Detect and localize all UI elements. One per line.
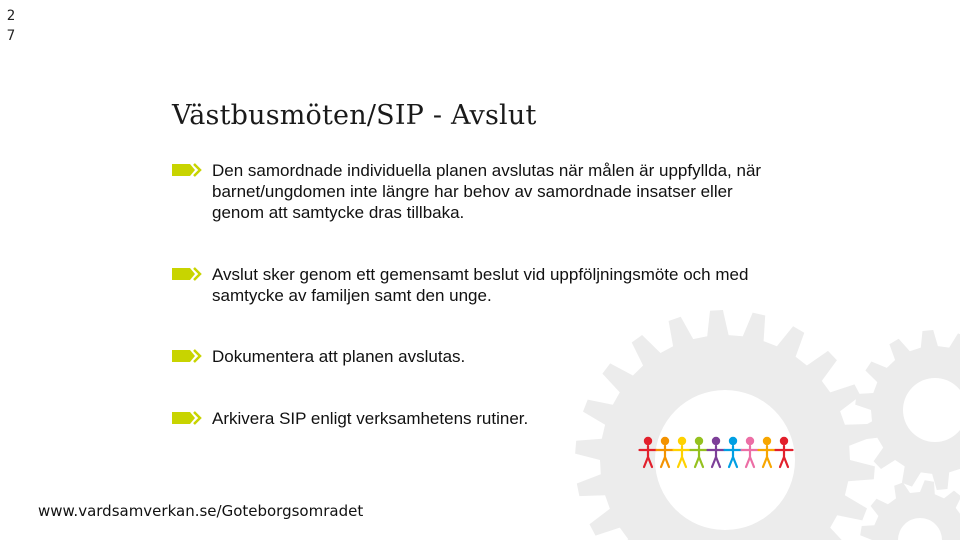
child-figure xyxy=(776,437,793,467)
bullet-text: Arkivera SIP enligt verksamhetens rutiner. xyxy=(212,409,529,428)
bullet-item xyxy=(172,346,772,367)
child-figure xyxy=(725,437,742,467)
child-figure xyxy=(674,437,691,467)
arrow-tag-icon xyxy=(172,163,202,177)
bullet-text: Avslut sker genom ett gemensamt beslut vid uppföljningsmöte och med samtycke av familjen samt den unge. xyxy=(212,265,749,305)
children-holding-hands-icon xyxy=(636,424,796,474)
child-figure xyxy=(691,437,708,467)
arrow-tag-icon xyxy=(172,267,202,281)
bullet-text: Den samordnade individuella planen avslutas när målen är uppfyllda, när barnet/ungdomen inte längre har behov av samordnade insatser eller genom att samtycke dras tillbaka. xyxy=(212,161,762,222)
bullet-text: Dokumentera att planen avslutas. xyxy=(212,347,466,366)
slide-number: 2 7 xyxy=(6,8,16,44)
arrow-tag-icon xyxy=(172,349,202,363)
bullet-item xyxy=(172,264,772,306)
child-figure xyxy=(708,437,725,467)
child-figure xyxy=(759,437,776,467)
child-figure xyxy=(640,437,657,467)
child-figure xyxy=(742,437,759,467)
footer-url: www.vardsamverkan.se/Goteborgsomradet xyxy=(38,502,364,520)
child-figure xyxy=(657,437,674,467)
bullet-item xyxy=(172,160,772,223)
slide-title: Västbusmöten/SIP - Avslut xyxy=(172,100,537,131)
arrow-tag-icon xyxy=(172,411,202,425)
